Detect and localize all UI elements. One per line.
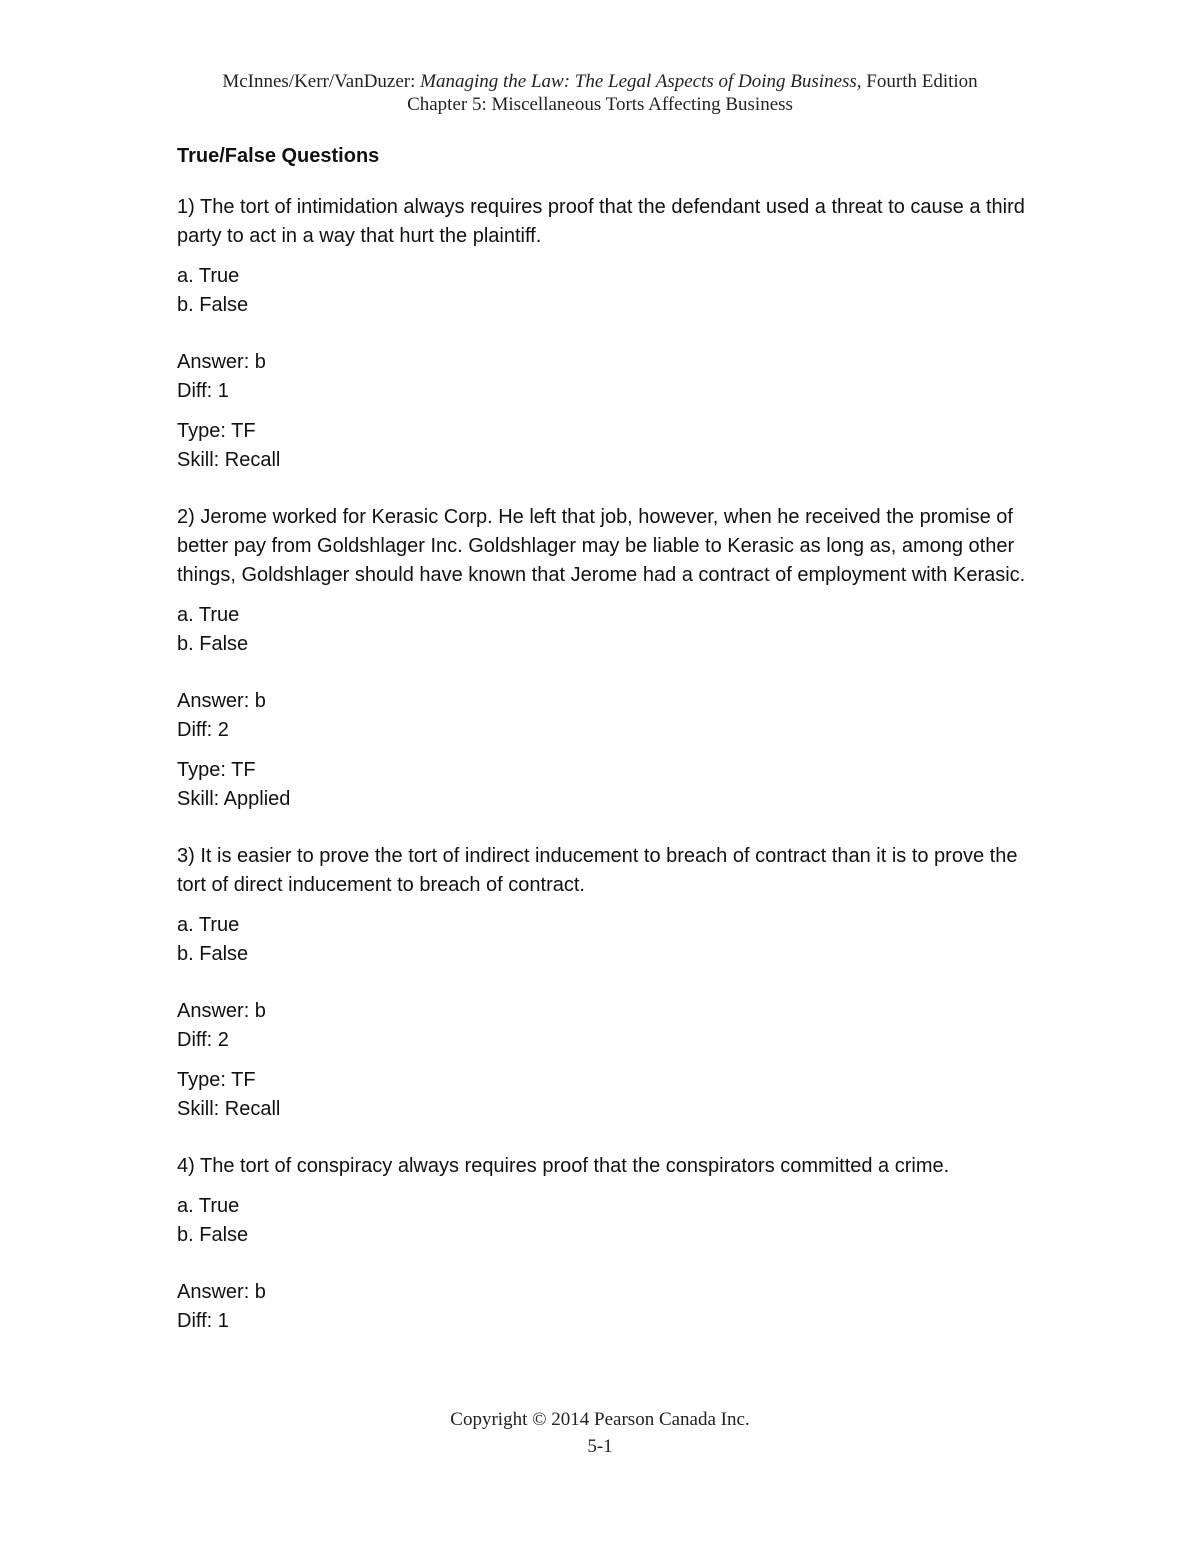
answer-options [177, 911, 1037, 969]
header-authors: McInnes/Kerr/VanDuzer: [222, 71, 421, 92]
question-text: 4) The tort of conspiracy always requires proof that the conspirators committed a crime. [177, 1155, 950, 1177]
answer-key: Answer: b [177, 1281, 266, 1303]
copyright-notice: Copyright © 2014 Pearson Canada Inc. [450, 1409, 750, 1430]
answer-options [177, 601, 1037, 659]
answer-meta [177, 1278, 1037, 1336]
question-text: 2) Jerome worked for Kerasic Corp. He left that job, however, when he received the promise of better pay from Goldshlager Inc. Goldshlager may be liable to Kerasic as long as, among other things, Goldshlager should have known that Jerome had a contract of employment with Kerasic. [177, 506, 1026, 586]
option-a: a. True [177, 265, 240, 287]
answer-key: Answer: b [177, 1000, 266, 1022]
question-skill: Skill: Recall [177, 449, 281, 471]
option-b: b. False [177, 943, 249, 965]
header-chapter: Chapter 5: Miscellaneous Torts Affecting Business [407, 94, 793, 115]
section-title: True/False Questions [177, 145, 380, 167]
option-b: b. False [177, 294, 249, 316]
question-1 [177, 193, 1037, 475]
option-a: a. True [177, 604, 240, 626]
difficulty: Diff: 1 [177, 1310, 229, 1332]
question-text: 1) The tort of intimidation always requires proof that the defendant used a threat to cause a third party to act in a way that hurt the plaintiff. [177, 196, 1025, 247]
difficulty: Diff: 1 [177, 380, 229, 402]
answer-meta [177, 997, 1037, 1055]
question-2 [177, 503, 1037, 814]
answer-key: Answer: b [177, 690, 266, 712]
option-a: a. True [177, 914, 240, 936]
answer-meta [177, 348, 1037, 406]
option-b: b. False [177, 633, 249, 655]
question-text: 3) It is easier to prove the tort of indirect inducement to breach of contract than it is to prove the tort of direct inducement to breach of contract. [177, 845, 1018, 896]
option-b: b. False [177, 1224, 249, 1246]
question-type: Type: TF [177, 1069, 256, 1091]
answer-meta [177, 687, 1037, 745]
page-number: 5-1 [587, 1436, 613, 1457]
question-skill: Skill: Applied [177, 788, 291, 810]
difficulty: Diff: 2 [177, 1029, 229, 1051]
page-footer [0, 1406, 1200, 1460]
question-type: Type: TF [177, 420, 256, 442]
page-header [0, 70, 1200, 116]
question-meta [177, 417, 1037, 475]
question-skill: Skill: Recall [177, 1098, 281, 1120]
answer-options [177, 262, 1037, 320]
question-4 [177, 1152, 1037, 1336]
question-meta [177, 756, 1037, 814]
header-book-title: Managing the Law: The Legal Aspects of Doing Business [420, 71, 857, 92]
answer-options [177, 1192, 1037, 1250]
answer-key: Answer: b [177, 351, 266, 373]
header-title-line [0, 70, 1200, 93]
document-body [177, 142, 1037, 1347]
question-type: Type: TF [177, 759, 256, 781]
option-a: a. True [177, 1195, 240, 1217]
difficulty: Diff: 2 [177, 719, 229, 741]
header-edition: , Fourth Edition [856, 71, 978, 92]
question-3 [177, 842, 1037, 1124]
question-meta [177, 1066, 1037, 1124]
